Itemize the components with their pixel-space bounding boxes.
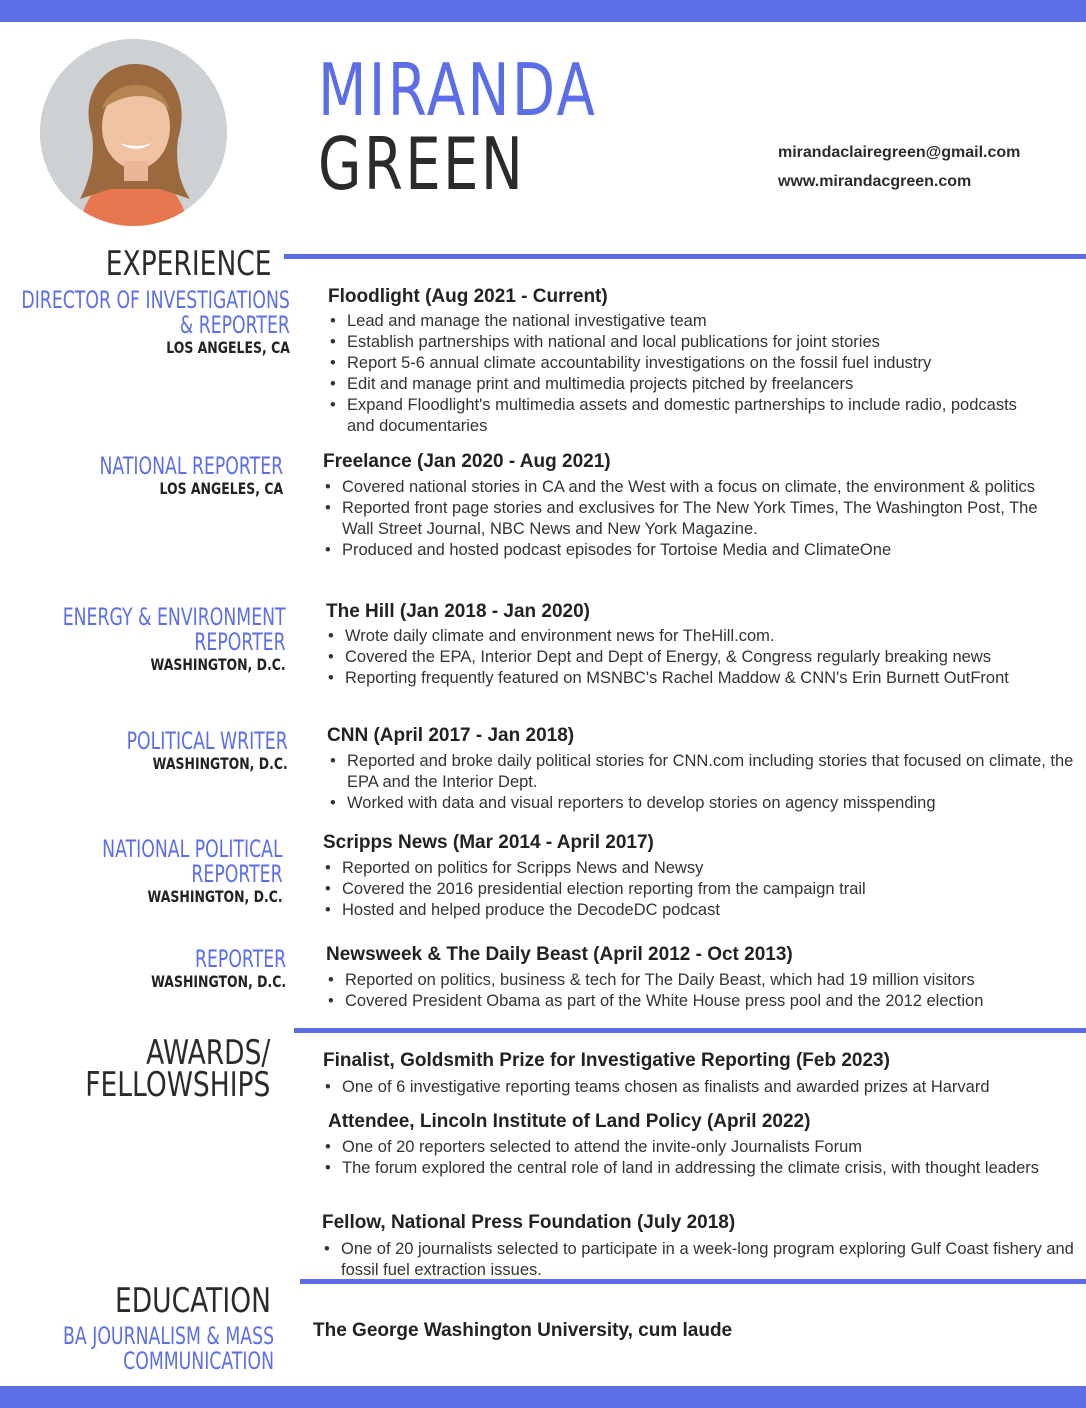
awards-heading: [84, 1033, 270, 1105]
role-title-line: REPORTER: [191, 860, 283, 888]
job-bullets: [322, 477, 1067, 561]
list-item: • Covered national stories in CA and the West with a focus on climate, the environment & politics: [322, 477, 1067, 498]
awards-divider: [294, 1028, 1086, 1033]
job-role-scripps: [32, 837, 283, 906]
list-item: • One of 20 reporters selected to attend the invite-only Journalists Forum: [322, 1137, 1067, 1158]
role-title-line: POLITICAL WRITER: [126, 727, 288, 755]
education-school: The George Washington University, cum laude: [313, 1320, 733, 1341]
profile-photo: [40, 39, 227, 226]
job-role-floodlight: [0, 288, 290, 357]
list-item: • Hosted and helped produce the DecodeDC podcast: [322, 900, 1062, 921]
list-item: • Establish partnerships with national and local publications for joint stories: [327, 332, 1027, 353]
role-location: WASHINGTON, D.C.: [152, 754, 288, 773]
list-item: • Reported and broke daily political stories for CNN.com including stories that focused on climate, the EPA and the Interior Dept.: [327, 751, 1077, 793]
education-degree: [0, 1324, 274, 1374]
list-item: • Worked with data and visual reporters to develop stories on agency misspending: [327, 793, 1077, 814]
website-link[interactable]: www.mirandacgreen.com: [778, 173, 972, 190]
award-heading: Finalist, Goldsmith Prize for Investigative Reporting (Feb 2023): [323, 1050, 890, 1071]
role-location: LOS ANGELES, CA: [166, 338, 290, 357]
job-heading: Freelance (Jan 2020 - Aug 2021): [323, 451, 611, 472]
role-title-line: NATIONAL REPORTER: [99, 452, 283, 480]
role-location: WASHINGTON, D.C.: [150, 655, 286, 674]
role-title-line: REPORTER: [194, 945, 286, 973]
role-title-line: REPORTER: [194, 628, 286, 656]
awards-heading-line: FELLOWSHIPS: [84, 1065, 270, 1105]
experience-heading: EXPERIENCE: [106, 244, 272, 284]
job-bullets: [325, 970, 1075, 1012]
first-name: MIRANDA: [318, 48, 598, 132]
list-item: • Reporting frequently featured on MSNBC's Rachel Maddow & CNN's Erin Burnett OutFront: [325, 668, 1075, 689]
degree-line: BA JOURNALISM & MASS: [62, 1322, 274, 1350]
role-location: LOS ANGELES, CA: [159, 479, 283, 498]
job-heading: Newsweek & The Daily Beast (April 2012 - Oct 2013): [326, 944, 793, 965]
job-bullets: [327, 311, 1027, 437]
job-heading: Floodlight (Aug 2021 - Current): [328, 286, 608, 307]
degree-line: COMMUNICATION: [123, 1347, 274, 1375]
award-heading: Fellow, National Press Foundation (July 2018): [322, 1212, 736, 1233]
last-name: GREEN: [318, 122, 526, 206]
education-divider: [300, 1279, 1086, 1284]
experience-divider: [284, 254, 1086, 259]
role-title-line: & REPORTER: [179, 311, 290, 339]
job-heading: Scripps News (Mar 2014 - April 2017): [323, 832, 654, 853]
list-item: • Covered the EPA, Interior Dept and Dept of Energy, & Congress regularly breaking news: [325, 647, 1075, 668]
job-role-freelance: [28, 454, 283, 498]
role-title-line: NATIONAL POLITICAL: [102, 835, 283, 863]
job-heading: The Hill (Jan 2018 - Jan 2020): [326, 601, 591, 622]
list-item: • One of 6 investigative reporting teams chosen as finalists and awarded prizes at Harvard: [322, 1077, 1082, 1098]
list-item: • Edit and manage print and multimedia projects pitched by freelancers: [327, 374, 1027, 395]
list-item: • Wrote daily climate and environment news for TheHill.com.: [325, 626, 1075, 647]
award-heading: Attendee, Lincoln Institute of Land Policy (April 2022): [328, 1111, 811, 1132]
top-accent-bar: [0, 0, 1086, 22]
list-item: • One of 20 journalists selected to participate in a week-long program exploring Gulf Coast fishery and fossil fuel extraction issues.: [321, 1239, 1083, 1281]
role-title-line: DIRECTOR OF INVESTIGATIONS: [21, 286, 290, 314]
job-bullets: [325, 626, 1075, 689]
list-item: • The forum explored the central role of land in addressing the climate crisis, with thought leaders: [322, 1158, 1067, 1179]
list-item: • Reported front page stories and exclusives for The New York Times, The Washington Post, The Wall Street Journal, NBC News and New York Magazine.: [322, 498, 1067, 540]
job-role-cnn: [64, 729, 288, 773]
list-item: • Reported on politics for Scripps News and Newsy: [322, 858, 1062, 879]
award-bullets: [322, 1137, 1067, 1179]
email-link[interactable]: mirandaclairegreen@gmail.com: [778, 144, 1021, 161]
list-item: • Lead and manage the national investigative team: [327, 311, 1027, 332]
education-heading: EDUCATION: [115, 1281, 271, 1321]
bottom-accent-bar: [0, 1386, 1086, 1408]
role-location: WASHINGTON, D.C.: [150, 972, 286, 991]
list-item: • Expand Floodlight's multimedia assets and domestic partnerships to include radio, podcasts and documentaries: [327, 395, 1027, 437]
job-bullets: [327, 751, 1077, 814]
job-heading: CNN (April 2017 - Jan 2018): [327, 725, 575, 746]
role-location: WASHINGTON, D.C.: [147, 887, 283, 906]
job-bullets: [322, 858, 1062, 921]
job-role-the-hill: [0, 605, 286, 674]
role-title-line: ENERGY & ENVIRONMENT: [63, 603, 286, 631]
list-item: • Produced and hosted podcast episodes for Tortoise Media and ClimateOne: [322, 540, 1067, 561]
list-item: • Covered President Obama as part of the White House press pool and the 2012 election: [325, 991, 1075, 1012]
award-bullets: [322, 1077, 1082, 1098]
awards-heading-line: AWARDS/: [145, 1033, 270, 1073]
job-role-newsweek: [113, 947, 286, 991]
list-item: • Reported on politics, business & tech for The Daily Beast, which had 19 million visitors: [325, 970, 1075, 991]
list-item: • Report 5-6 annual climate accountability investigations on the fossil fuel industry: [327, 353, 1027, 374]
list-item: • Covered the 2016 presidential election reporting from the campaign trail: [322, 879, 1062, 900]
award-bullets: [321, 1239, 1083, 1281]
